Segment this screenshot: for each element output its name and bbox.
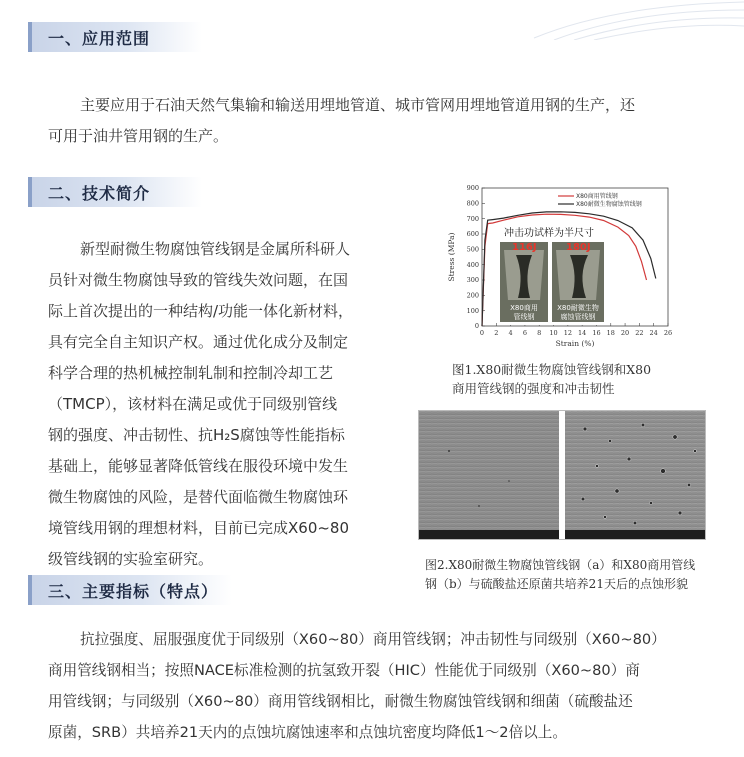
y-axis-label: Stress (MPa) <box>447 232 456 282</box>
text-line: 具有完全自主知识产权。通过优化成分及制定 <box>48 333 349 351</box>
x-tick-label: 2 <box>494 329 499 337</box>
text-line: 员针对微生物腐蚀导致的管线失效问题，在国 <box>48 271 349 289</box>
stress-strain-chart <box>440 180 680 358</box>
figure2-caption <box>425 556 735 594</box>
y-tick-label: 500 <box>466 245 479 254</box>
sem-image-b <box>565 411 705 539</box>
section-title: 三、主要指标（特点） <box>48 582 219 601</box>
text-line: 基础上，能够显著降低管线在服役环境中发生 <box>48 457 349 475</box>
x-tick-label: 0 <box>479 329 485 337</box>
application-paragraph <box>48 90 718 152</box>
text-line: 主要应用于石油天然气集输和输送用埋地管道、城市管网用埋地管道用钢的生产，还 <box>80 96 636 114</box>
section-heading-indicators <box>28 575 232 605</box>
caption-line: 图2.X80耐微生物腐蚀管线钢（a）和X80商用管线 <box>425 558 696 572</box>
x-tick-label: 6 <box>522 329 527 337</box>
legend-entry: X80商用管线钢 <box>576 193 618 201</box>
text-line: 微生物腐蚀的风险，是替代面临微生物腐蚀环 <box>48 488 349 506</box>
header-decoration <box>524 0 744 40</box>
specimen-b-energy: 180J <box>566 242 591 253</box>
x-tick-label: 26 <box>663 329 673 337</box>
specimen-b-label: 腐蚀管线钢 <box>560 313 596 321</box>
y-tick-label: 300 <box>466 276 479 285</box>
caption-line: 商用管线钢的强度和冲击韧性 <box>452 381 615 396</box>
text-line: 用管线钢；与同级别（X60~80）商用管线钢相比，耐微生物腐蚀管线钢和细菌（硫酸盐还 <box>48 693 633 710</box>
x-tick-label: 8 <box>537 329 542 337</box>
text-line: 际上首次提出的一种结构/功能一体化新材料， <box>48 302 354 320</box>
y-tick-label: 400 <box>466 260 479 269</box>
specimen-a-label: 管线钢 <box>513 313 535 321</box>
text-line: 级管线钢的实验室研究。 <box>48 550 214 568</box>
text-line: 科学合理的热机械控制轧制和控制冷却工艺 <box>48 364 334 382</box>
text-line: （TMCP），该材料在满足或优于同级别管线 <box>48 395 338 413</box>
caption-line: 图1.X80耐微生物腐蚀管线钢和X80 <box>452 362 652 377</box>
sem-image-a <box>419 411 559 539</box>
figure1-caption <box>452 360 712 398</box>
text-line: 新型耐微生物腐蚀管线钢是金属所科研人 <box>80 240 351 258</box>
y-tick-label: 100 <box>466 306 479 315</box>
x-tick-label: 14 <box>578 329 587 337</box>
section-title: 二、技术简介 <box>48 184 151 203</box>
x-tick-label: 18 <box>606 329 615 337</box>
x-tick-label: 10 <box>549 329 558 337</box>
y-tick-label: 600 <box>466 230 479 239</box>
x-tick-label: 22 <box>635 329 644 337</box>
y-tick-label: 800 <box>466 199 479 208</box>
text-line: 可用于油井管用钢的生产。 <box>48 127 229 145</box>
specimen-a-energy: 116J <box>512 242 537 253</box>
inset-title: 冲击功试样为半尺寸 <box>504 228 594 239</box>
x-tick-label: 24 <box>649 329 658 337</box>
specimen-b-label: X80耐微生物 <box>557 304 599 312</box>
x-tick-label: 4 <box>508 329 513 337</box>
technology-paragraph <box>48 234 393 575</box>
text-line: 抗拉强度、屈服强度优于同级别（X60~80）商用管线钢；冲击韧性与同级别（X60~80） <box>80 631 666 648</box>
legend-entry: X80耐微生物腐蚀管线钢 <box>576 201 642 209</box>
x-tick-label: 12 <box>563 329 572 337</box>
x-tick-label: 20 <box>620 329 630 337</box>
y-tick-label: 700 <box>466 214 479 223</box>
y-tick-label: 900 <box>466 184 479 193</box>
section-title: 一、应用范围 <box>48 29 151 48</box>
y-tick-label: 200 <box>466 291 479 300</box>
section-heading-application <box>28 22 202 52</box>
x-tick-label: 16 <box>592 329 601 337</box>
caption-line: 钢（b）与硫酸盐还原菌共培养21天后的点蚀形貌 <box>425 577 688 591</box>
text-line: 原菌，SRB）共培养21天内的点蚀坑腐蚀速率和点蚀坑密度均降低1～2倍以上。 <box>48 724 567 741</box>
text-line: 商用管线钢相当；按照NACE标准检测的抗氢致开裂（HIC）性能优于同级别（X60~80）商 <box>48 662 640 679</box>
indicators-paragraph <box>48 624 728 748</box>
text-line: 钢的强度、冲击韧性、抗H₂S腐蚀等性能指标 <box>48 426 345 444</box>
section-heading-technology <box>28 177 202 207</box>
y-tick-label: 0 <box>474 322 479 331</box>
x-axis-label: Strain (%) <box>555 339 595 348</box>
chart-legend <box>558 192 642 208</box>
specimen-a-label: X80商用 <box>510 304 538 312</box>
text-line: 境管线用钢的理想材料，目前已完成X60~80 <box>48 519 350 537</box>
sem-micrographs <box>418 410 706 540</box>
